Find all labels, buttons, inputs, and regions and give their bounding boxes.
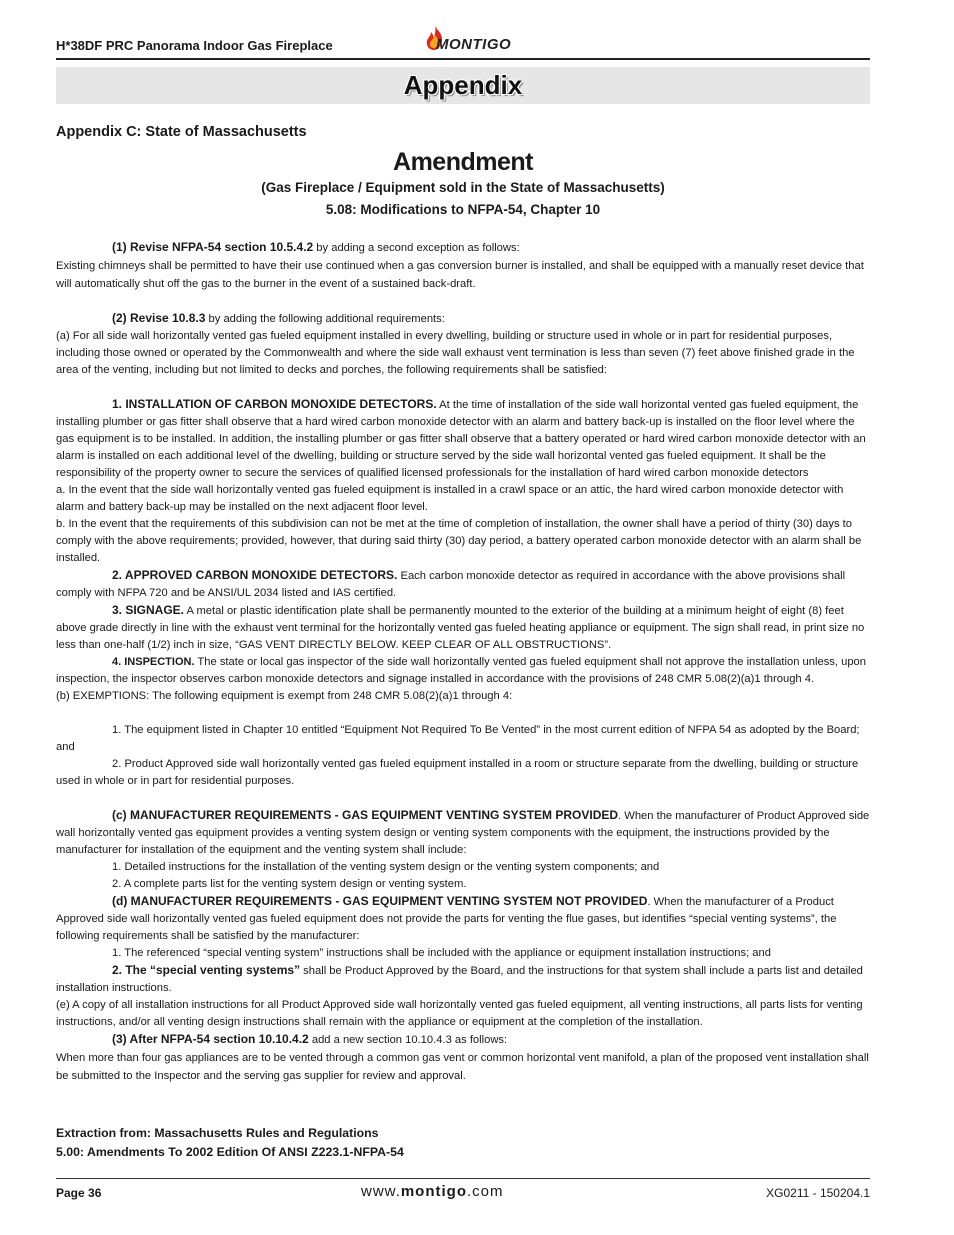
heading-text: 1. INSTALLATION OF CARBON MONOXIDE DETECTORS. — [112, 397, 437, 411]
section-text: . When the manufacturer of a Product Approved side wall horizontally vented gas fueled equipment does not provide the parts for venting the flue gases, but identifies “special venting systems”, the following requirements shall be satisfied by the manufacturer: — [56, 896, 837, 942]
www-brand: montigo — [400, 1183, 467, 1200]
amendment-title: Amendment — [393, 148, 533, 176]
requirement-d — [56, 893, 870, 945]
paragraph-1-heading — [56, 239, 870, 257]
www-suffix: .com — [467, 1183, 504, 1200]
www-prefix: www. — [361, 1183, 401, 1200]
header-product-title: H*38DF PRC Panorama Indoor Gas Fireplace — [56, 38, 333, 53]
appendix-band — [56, 67, 870, 104]
heading-text: 2. The “special venting systems” — [112, 963, 301, 977]
logo-text: MONTIGO — [436, 36, 512, 53]
heading-text: (1) Revise NFPA-54 section 10.5.4.2 — [112, 240, 314, 254]
section-1 — [56, 396, 870, 482]
requirement-e: (e) A copy of all installation instructions for all Product Approved side wall horizontally vented gas fueled equipment, all venting instructions, all parts lists for venting instructions, and/or all venting design instructions shall remain with the appliance or equipment at the completion of the installation. — [56, 999, 863, 1028]
heading-text: 3. SIGNAGE. — [112, 603, 185, 617]
extraction-line-2: 5.00: Amendments To 2002 Edition Of ANSI Z223.1-NFPA-54 — [56, 1145, 404, 1159]
heading-text: (c) MANUFACTURER REQUIREMENTS - GAS EQUIPMENT VENTING SYSTEM PROVIDED — [112, 808, 619, 822]
requirement-d-2 — [56, 962, 870, 997]
section-text: At the time of installation of the side wall horizontal vented gas fueled equipment, the installing plumber or gas fitter shall observe that a hard wired carbon monoxide detector with an alarm and battery back-up is installed on the floor level where the gas equipment is to be installed. In addition, the installing plumber or gas fitter shall observe that a battery operated or hard wired carbon monoxide detector with an alarm is installed on each additional level of the dwelling, building or structure served by the side wall horizontal vented gas fueled equipment. It shall be the responsibility of the property owner to secure the services of qualified licensed professionals for the installation of hard wired carbon monoxide detectors — [56, 399, 866, 479]
section-4 — [56, 654, 870, 688]
header-rule — [56, 58, 870, 60]
amendment-subtitle: (Gas Fireplace / Equipment sold in the State of Massachusetts) — [261, 180, 665, 195]
montigo-logo — [418, 22, 518, 54]
heading-tail: by adding the following additional requirements: — [205, 313, 445, 325]
exemptions: (b) EXEMPTIONS: The following equipment is exempt from 248 CMR 5.08(2)(a)1 through 4: — [56, 690, 513, 702]
section-text: . When the manufacturer of Product Approved side wall horizontally vented gas equipment provides a venting system design or venting system components with the equipment, the instructions provided by the manufacturer for installation of the equipment and the venting system shall include: — [56, 810, 870, 856]
extraction-note — [56, 1124, 404, 1162]
section-text: The state or local gas inspector of the side wall horizontally vented gas fueled equipment shall not approve the installation unless, upon inspection, the inspector observes carbon monoxide detectors and signage installed in accordance with the provisions of 248 CMR 5.08(2)(a)1 through 4. — [56, 656, 866, 685]
heading-tail: add a new section 10.10.4.3 as follows: — [308, 1034, 508, 1046]
heading-text: (d) MANUFACTURER REQUIREMENTS - GAS EQUIPMENT VENTING SYSTEM NOT PROVIDED — [112, 894, 648, 908]
paragraph-1: Existing chimneys shall be permitted to have their use continued when a gas conversion burner is installed, and shall be equipped with a manually reset device that will automatically shut off the gas to the burner in the event of a sustained back-draft. — [56, 260, 864, 290]
section-2 — [56, 567, 870, 602]
extraction-line-1: Extraction from: Massachusetts Rules and Regulations — [56, 1126, 379, 1140]
paragraph-3-heading — [56, 1031, 870, 1049]
page-number: Page 36 — [56, 1186, 102, 1200]
requirement-d-1: 1. The referenced “special venting system” instructions shall be included with the appliance or equipment installation instructions; and — [112, 947, 771, 959]
heading-text: 4. INSPECTION. — [112, 656, 195, 668]
heading-text: (3) After NFPA-54 section 10.10.4.2 — [112, 1032, 309, 1046]
document-body — [56, 239, 870, 1085]
section-title: Appendix C: State of Massachusetts — [56, 124, 307, 140]
section-text: A metal or plastic identification plate shall be permanently mounted to the exterior of the building at a minimum height of eight (8) feet above grade directly in line with the exhaust vent terminal for the horizontally vented gas fueled heating appliance or equipment. The sign shall read, in print size no less than one-half (1/2) inch in size, “GAS VENT DIRECTLY BELOW. KEEP CLEAR OF ALL OBSTRUCTIONS”. — [56, 605, 865, 651]
footer-rule — [56, 1178, 870, 1179]
section-3 — [56, 602, 870, 654]
heading-tail: by adding a second exception as follows: — [313, 242, 520, 254]
exemption-1: 1. The equipment listed in Chapter 10 entitled “Equipment Not Required To Be Vented” in the most current edition of NFPA 54 as adopted by the Board; and — [56, 724, 860, 753]
paragraph-2-heading — [56, 310, 870, 328]
section-text: shall be Product Approved by the Board, and the instructions for that system shall include a parts list and detailed installation instructions. — [56, 965, 863, 994]
appendix-title: Appendix — [403, 70, 523, 100]
section-1-b: b. In the event that the requirements of this subdivision can not be met at the time of completion of installation, the owner shall have a period of thirty (30) days to comply with the above requirements; provided, however, that during said thirty (30) day period, a battery operated carbon monoxide detector with an alarm shall be installed. — [56, 518, 862, 564]
section-text: Each carbon monoxide detector as required in accordance with the above provisions shall comply with NFPA 720 and be ANSI/UL 2034 listed and IAS certified. — [56, 570, 846, 599]
document-code: XG0211 - 150204.1 — [766, 1186, 870, 1200]
heading-text: 2. APPROVED CARBON MONOXIDE DETECTORS. — [112, 568, 398, 582]
heading-text: (2) Revise 10.8.3 — [112, 311, 206, 325]
paragraph-3: When more than four gas appliances are to be vented through a common gas vent or common horizontal vent manifold, a plan of the proposed vent installation shall be submitted to the Inspector and the serving gas supplier for review and approval. — [56, 1052, 869, 1082]
requirement-c — [56, 807, 870, 859]
exemption-2: 2. Product Approved side wall horizontally vented gas fueled equipment installed in a room or structure separate from the dwelling, building or structure used in whole or in part for residential purposes. — [56, 758, 859, 787]
amendment-subtitle-2: 5.08: Modifications to NFPA-54, Chapter 10 — [325, 202, 601, 217]
requirement-c-2: 2. A complete parts list for the venting system design or venting system. — [112, 878, 467, 890]
website-link[interactable] — [361, 1183, 504, 1200]
section-1-a: a. In the event that the side wall horizontally vented gas fueled equipment is installed in a crawl space or an attic, the hard wired carbon monoxide detector with alarm and battery back-up may be installed on the next adjacent floor level. — [56, 484, 844, 513]
paragraph-2: (a) For all side wall horizontally vented gas fueled equipment installed in every dwelling, building or structure used in whole or in part for residential purposes, including those owned or operated by the Commonwealth and where the side wall exhaust vent termination is less than seven (7) feet above finished grade in the area of the venting, including but not limited to decks and porches, the following requirements shall be satisfied: — [56, 330, 855, 376]
requirement-c-1: 1. Detailed instructions for the installation of the venting system design or the venting system components; and — [112, 861, 660, 873]
